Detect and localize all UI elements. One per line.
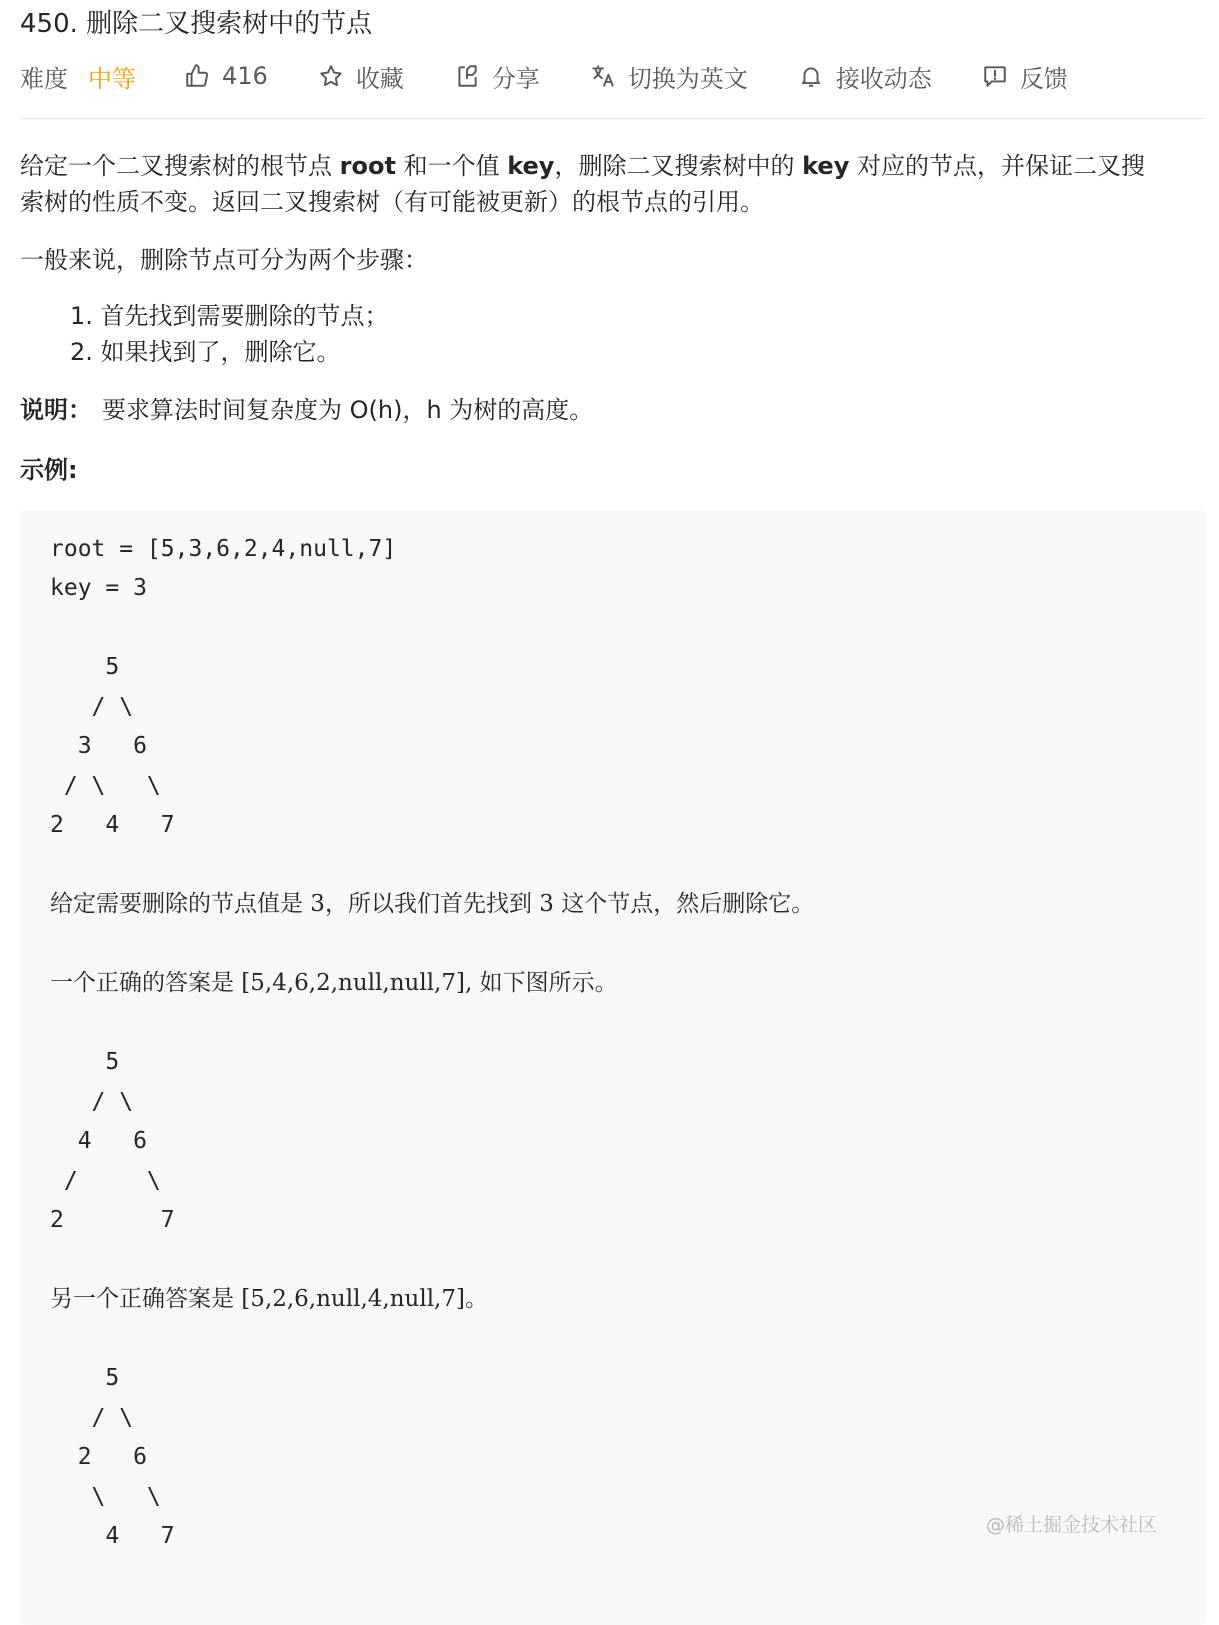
watermark: @稀土掘金技术社区 [986, 1514, 1158, 1536]
tree-line: 5 [50, 1049, 120, 1075]
example-code-block [20, 510, 1206, 1625]
tree-line: 2 7 [50, 1207, 175, 1233]
desc-text: 对应的节点，并保证二叉搜 [849, 152, 1145, 180]
description-paragraph-2: 一般来说，删除节点可分为两个步骤： [20, 246, 428, 274]
tree-line: 5 [50, 654, 120, 680]
explanation-line: 另一个正确答案是 [5,2,6,null,4,null,7]。 [50, 1286, 488, 1312]
code-line: key = 3 [50, 575, 147, 601]
share-icon [454, 63, 480, 89]
desc-text: 给定一个二叉搜索树的根节点 [20, 152, 340, 180]
tree-line: / \ [50, 694, 134, 720]
subscribe-label: 接收动态 [835, 64, 932, 93]
note [20, 392, 593, 428]
share-button[interactable] [454, 59, 540, 94]
desc-text: 和一个值 [395, 152, 508, 180]
note-label: 说明： [20, 396, 92, 424]
tree-line: / \ [50, 1089, 134, 1115]
feedback-icon [982, 63, 1008, 89]
tree-line: / \ [50, 1168, 161, 1194]
explanation-line: 给定需要删除的节点值是 3，所以我们首先找到 3 这个节点，然后删除它。 [50, 891, 815, 917]
favorite-button[interactable] [318, 59, 404, 94]
note-text: 要求算法时间复杂度为 O(h)，h 为树的高度。 [102, 396, 594, 424]
list-item: 1. 首先找到需要删除的节点； [70, 302, 389, 330]
desc-text: ，删除二叉搜索树中的 [554, 152, 803, 180]
code-line: root = [5,3,6,2,4,null,7] [50, 536, 397, 562]
code-key: key [507, 152, 555, 180]
thumbs-up-icon [184, 63, 210, 89]
page-title: 450. 删除二叉搜索树中的节点 [20, 9, 373, 39]
explanation-line: 一个正确的答案是 [5,4,6,2,null,null,7], 如下图所示。 [50, 970, 618, 996]
problem-toolbar [20, 58, 1200, 94]
list-item: 2. 如果找到了，删除它。 [70, 338, 341, 366]
like-button[interactable] [184, 62, 268, 90]
steps-list [70, 298, 389, 370]
tree-line: 2 6 [50, 1444, 147, 1470]
tree-line: / \ [50, 1405, 134, 1431]
header-divider [20, 118, 1206, 119]
difficulty-badge: 中等 [88, 64, 136, 93]
code-key: key [802, 152, 850, 180]
tree-line: 2 4 7 [50, 812, 175, 838]
feedback-label: 反馈 [1019, 64, 1068, 93]
share-label: 分享 [491, 64, 540, 93]
feedback-button[interactable] [982, 59, 1068, 94]
favorite-label: 收藏 [355, 64, 404, 93]
tree-line: 4 7 [50, 1523, 175, 1549]
translate-icon [590, 63, 616, 89]
star-icon [318, 63, 344, 89]
like-count: 416 [222, 62, 268, 90]
bell-icon [798, 63, 824, 89]
translate-label: 切换为英文 [627, 64, 748, 93]
example-heading: 示例: [20, 456, 78, 484]
tree-line: 3 6 [50, 733, 147, 759]
tree-line: 4 6 [50, 1128, 147, 1154]
tree-line: / \ \ [50, 773, 161, 799]
translate-button[interactable] [590, 59, 748, 94]
desc-text: 索树的性质不变。返回二叉搜索树（有可能被更新）的根节点的引用。 [20, 188, 764, 216]
code-root: root [339, 152, 396, 180]
tree-line: \ \ [50, 1484, 161, 1510]
tree-line: 5 [50, 1365, 120, 1391]
difficulty-label: 难度 [20, 64, 68, 93]
subscribe-button[interactable] [798, 59, 932, 94]
description-paragraph-1 [20, 148, 1206, 220]
